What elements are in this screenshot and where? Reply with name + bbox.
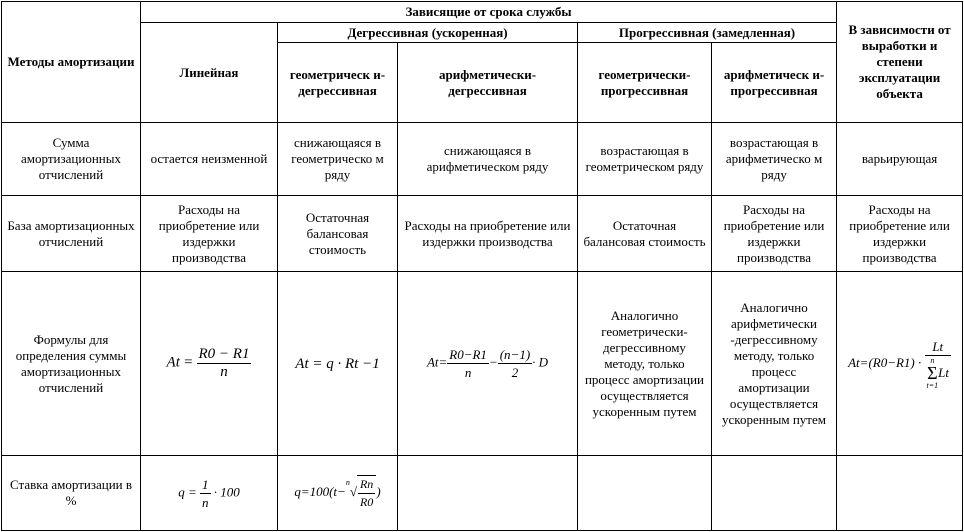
- header-arith-degressive: арифметически-дегрессивная: [398, 43, 578, 123]
- cell-base-output: Расходы на приобретение или издержки производства: [837, 196, 963, 272]
- formula-output: [837, 272, 963, 456]
- header-progressive: Прогрессивная (замедленная): [578, 23, 837, 43]
- header-time-dependent: Зависящие от срока службы: [141, 2, 837, 23]
- cell-rate-arith-progressive: [712, 456, 837, 531]
- formula-arith-fraction-1: [447, 346, 489, 381]
- cell-sum-output: варьирующая: [837, 123, 963, 196]
- cell-base-arith-progressive: Расходы на приобретение или издержки производства: [712, 196, 837, 272]
- table-row: [2, 196, 963, 272]
- formula-output-den: [925, 356, 951, 390]
- formula-rate-geo: [278, 456, 398, 531]
- rate-geo-suffix: ): [376, 483, 381, 499]
- formula-geo-degressive-text: At = q · Rt −1: [295, 355, 380, 372]
- amortization-table: [1, 1, 963, 531]
- formula-arith-lhs: At: [426, 354, 439, 370]
- rate-linear-tail: · 100: [213, 483, 240, 499]
- formula-rate-linear: [141, 456, 278, 531]
- formula-output-num: Lt: [925, 338, 951, 356]
- sum-symbol: [927, 356, 939, 390]
- cell-sum-linear: остается неизменной: [141, 123, 278, 196]
- cell-rate-arith-degressive: [398, 456, 578, 531]
- cell-sum-geo-progressive: возрастающая в геометрическом ряду: [578, 123, 712, 196]
- formula-arith-tail: · D: [532, 354, 549, 370]
- formula-linear-lhs: At: [166, 354, 180, 371]
- cell-formula-geo-progressive: Аналогично геометрически-дегрессивному методу, только процесс амортизации осуществляется ускоренным путем: [578, 272, 712, 456]
- header-geo-progressive: геометрически-прогрессивная: [578, 43, 712, 123]
- table-row: [2, 123, 963, 196]
- row-label-sum: Сумма амортизационных отчислений: [2, 123, 141, 196]
- formula-output-mid: (R0−R1) ·: [868, 354, 922, 370]
- cell-rate-geo-progressive: [578, 456, 712, 531]
- formula-linear-den: n: [220, 364, 228, 380]
- cell-formula-arith-progressive: Аналогично арифметически -дегрессивному методу, только процесс амортизации осуществляется ускоренным путем: [712, 272, 837, 456]
- formula-arith-den1: n: [464, 365, 472, 380]
- rate-linear-fraction: [200, 476, 211, 511]
- rate-geo-radicand: [357, 475, 376, 511]
- formula-linear-fraction: [197, 346, 252, 381]
- cell-rate-output: [837, 456, 963, 531]
- cell-base-geo-progressive: Остаточная балансовая стоимость: [578, 196, 712, 272]
- formula-arith-degressive: [398, 272, 578, 456]
- formula-arith-num1: R0−R1: [449, 347, 487, 362]
- row-label-formulas: Формулы для определения суммы амортизационных отчислений: [2, 272, 141, 456]
- row-label-rate: Ставка амортизации в %: [2, 456, 141, 531]
- rate-geo-den: R0: [359, 495, 374, 509]
- formula-arith-den2: 2: [511, 365, 519, 380]
- cell-base-geo-degressive: Остаточная балансовая стоимость: [278, 196, 398, 272]
- sum-bottom: t=1: [926, 380, 939, 390]
- formula-output-eq: =: [859, 354, 869, 370]
- table-row: [2, 272, 963, 456]
- rate-linear-num: 1: [202, 476, 209, 492]
- header-degressive: Дегрессивная (ускоренная): [278, 23, 578, 43]
- formula-output-fraction: [925, 338, 951, 390]
- formula-arith-num2: (n−1): [499, 347, 531, 362]
- rate-geo-fraction: [358, 476, 375, 511]
- radical-icon: √: [349, 483, 357, 499]
- header-linear: Линейная: [141, 23, 278, 123]
- sum-term: Lt: [938, 364, 949, 380]
- cell-base-linear: Расходы на приобретение или издержки производства: [141, 196, 278, 272]
- rate-linear-eq: =: [187, 483, 197, 499]
- rate-geo-root-index: n: [345, 478, 350, 487]
- formula-arith-minus: −: [488, 354, 498, 370]
- formula-arith-eq: =: [438, 354, 448, 370]
- rate-linear-lhs: q: [178, 483, 185, 499]
- header-arith-progressive: арифметическ и-прогрессивная: [712, 43, 837, 123]
- cell-base-arith-degressive: Расходы на приобретение или издержки производства: [398, 196, 578, 272]
- cell-sum-geo-degressive: снижающаяся в геометрическо м ряду: [278, 123, 398, 196]
- rate-linear-den: n: [202, 494, 209, 510]
- rate-geo-prefix: q=100(t−: [294, 483, 346, 499]
- cell-sum-arith-degressive: снижающаяся в арифметическом ряду: [398, 123, 578, 196]
- header-geo-degressive: геометрическ и-дегрессивная: [278, 43, 398, 123]
- sum-top: n: [930, 355, 935, 365]
- formula-linear: [141, 272, 278, 456]
- formula-linear-num: R0 − R1: [198, 346, 250, 362]
- formula-output-lhs: At: [848, 354, 860, 370]
- cell-sum-arith-progressive: возрастающая в арифметическо м ряду: [712, 123, 837, 196]
- formula-geo-degressive: [278, 272, 398, 456]
- sigma-icon: Σ: [927, 362, 938, 383]
- formula-arith-fraction-2: [498, 346, 532, 381]
- rate-geo-num: Rn: [358, 476, 375, 494]
- table-row: [2, 456, 963, 531]
- header-output-dependent: В зависимости от выработки и степени эксплуатации объекта: [837, 2, 963, 123]
- formula-linear-eq: =: [183, 354, 194, 371]
- header-methods: Методы амортизации: [2, 2, 141, 123]
- row-label-base: База амортизационных отчислений: [2, 196, 141, 272]
